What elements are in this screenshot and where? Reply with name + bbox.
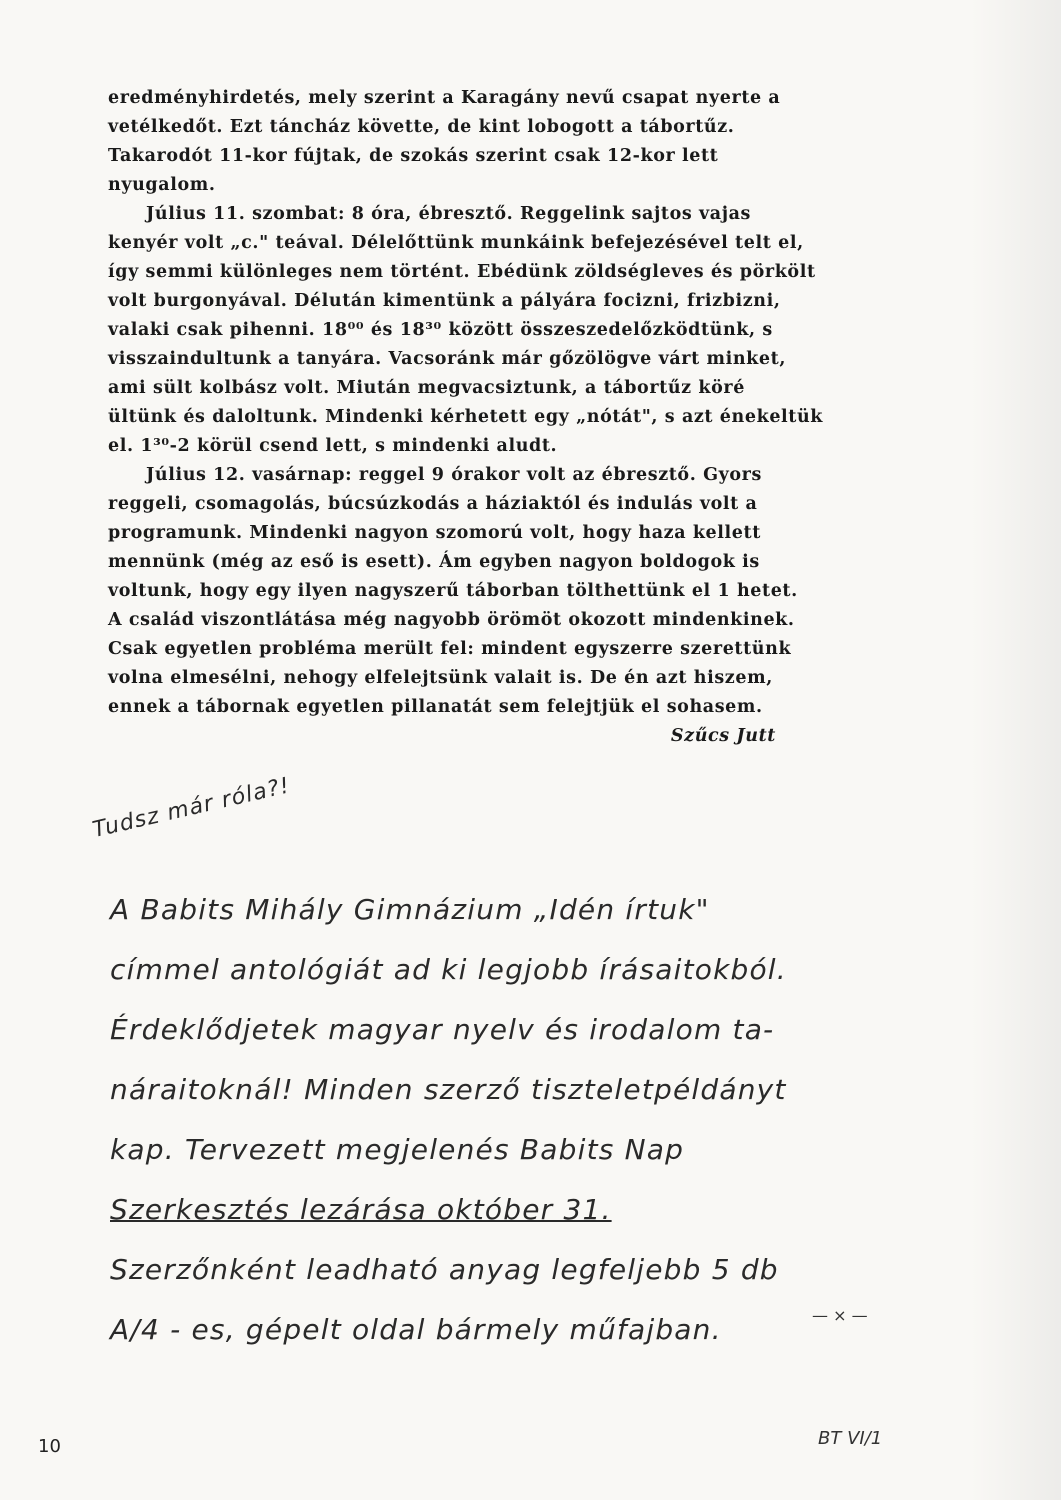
typed-line: Csak egyetlen probléma merült fel: mindent egyszerre szerettünk xyxy=(108,639,792,659)
handwritten-announcement xyxy=(110,880,910,1360)
typed-line: ami sült kolbász volt. Miután megvacsiztunk, a tábortűz köré xyxy=(108,378,745,398)
typed-line: Július 11. szombat: 8 óra, ébresztő. Reggelink sajtos vajas xyxy=(146,204,752,224)
typed-line: Július 12. vasárnap: reggel 9 órakor volt az ébresztő. Gyors xyxy=(146,465,762,485)
typed-line: vetélkedőt. Ezt táncház követte, de kint lobogott a tábortűz. xyxy=(108,117,735,137)
page-edge-shadow xyxy=(971,0,1061,1500)
handwritten-line: Szerzőnként leadható anyag legfeljebb 5 db xyxy=(110,1253,779,1286)
typed-line: volt burgonyával. Délután kimentünk a pályára focizni, frizbizni, xyxy=(108,291,781,311)
handwritten-line: Érdeklődjetek magyar nyelv és irodalom ta- xyxy=(110,1013,775,1046)
typed-line: el. 1³⁰-2 körül csend lett, s mindenki aludt. xyxy=(108,436,558,456)
typed-line: reggeli, csomagolás, búcsúzkodás a háziaktól és indulás volt a xyxy=(108,494,758,514)
typed-line: volna elmesélni, nehogy elfelejtsünk valait is. De én azt hiszem, xyxy=(108,668,773,688)
page-number: 10 xyxy=(38,1436,61,1457)
handwritten-line: kap. Tervezett megjelenés Babits Nap xyxy=(110,1133,685,1166)
typed-line: A család viszontlátása még nagyobb örömöt okozott mindenkinek. xyxy=(108,610,795,630)
typed-line: valaki csak pihenni. 18⁰⁰ és 18³⁰ között összeszedelőzködtünk, s xyxy=(108,320,773,340)
typed-line: voltunk, hogy egy ilyen nagyszerű táborban tölthettünk el 1 hetet. xyxy=(108,581,798,601)
typed-line: programunk. Mindenki nagyon szomorú volt, hogy haza kellett xyxy=(108,523,761,543)
typed-line: nyugalom. xyxy=(108,175,216,195)
handwritten-line: címmel antológiát ad ki legjobb írásaitokból. xyxy=(110,953,787,986)
margin-mark: — × — xyxy=(812,1306,868,1325)
handwritten-line: A Babits Mihály Gimnázium „Idén írtuk" xyxy=(110,893,710,926)
handwritten-note: Tudsz már róla?! xyxy=(90,773,293,843)
typed-line: ennek a tábornak egyetlen pillanatát sem felejtjük el sohasem. xyxy=(108,697,763,717)
typed-line: Takarodót 11-kor fújtak, de szokás szerint csak 12-kor lett xyxy=(108,146,719,166)
archive-reference: BT VI/1 xyxy=(818,1428,883,1449)
typed-line: mennünk (még az eső is esett). Ám egyben nagyon boldogok is xyxy=(108,552,760,572)
signature: Szűcs Jutt xyxy=(670,726,776,746)
typed-text-block xyxy=(108,84,848,751)
typed-line: ültünk és daloltunk. Mindenki kérhetett egy „nótát", s azt énekeltük xyxy=(108,407,824,427)
handwritten-line: Szerkesztés lezárása október 31. xyxy=(110,1193,612,1226)
typed-line: visszaindultunk a tanyára. Vacsoránk már gőzölögve várt minket, xyxy=(108,349,787,369)
typed-line: így semmi különleges nem történt. Ebédünk zöldségleves és pörkölt xyxy=(108,262,816,282)
typed-line: kenyér volt „c." teával. Délelőttünk munkáink befejezésével telt el, xyxy=(108,233,804,253)
handwritten-line: A/4 - es, gépelt oldal bármely műfajban. xyxy=(110,1313,722,1346)
typed-line: eredményhirdetés, mely szerint a Karagány nevű csapat nyerte a xyxy=(108,88,781,108)
handwritten-line: náraitoknál! Minden szerző tiszteletpéldányt xyxy=(110,1073,787,1106)
